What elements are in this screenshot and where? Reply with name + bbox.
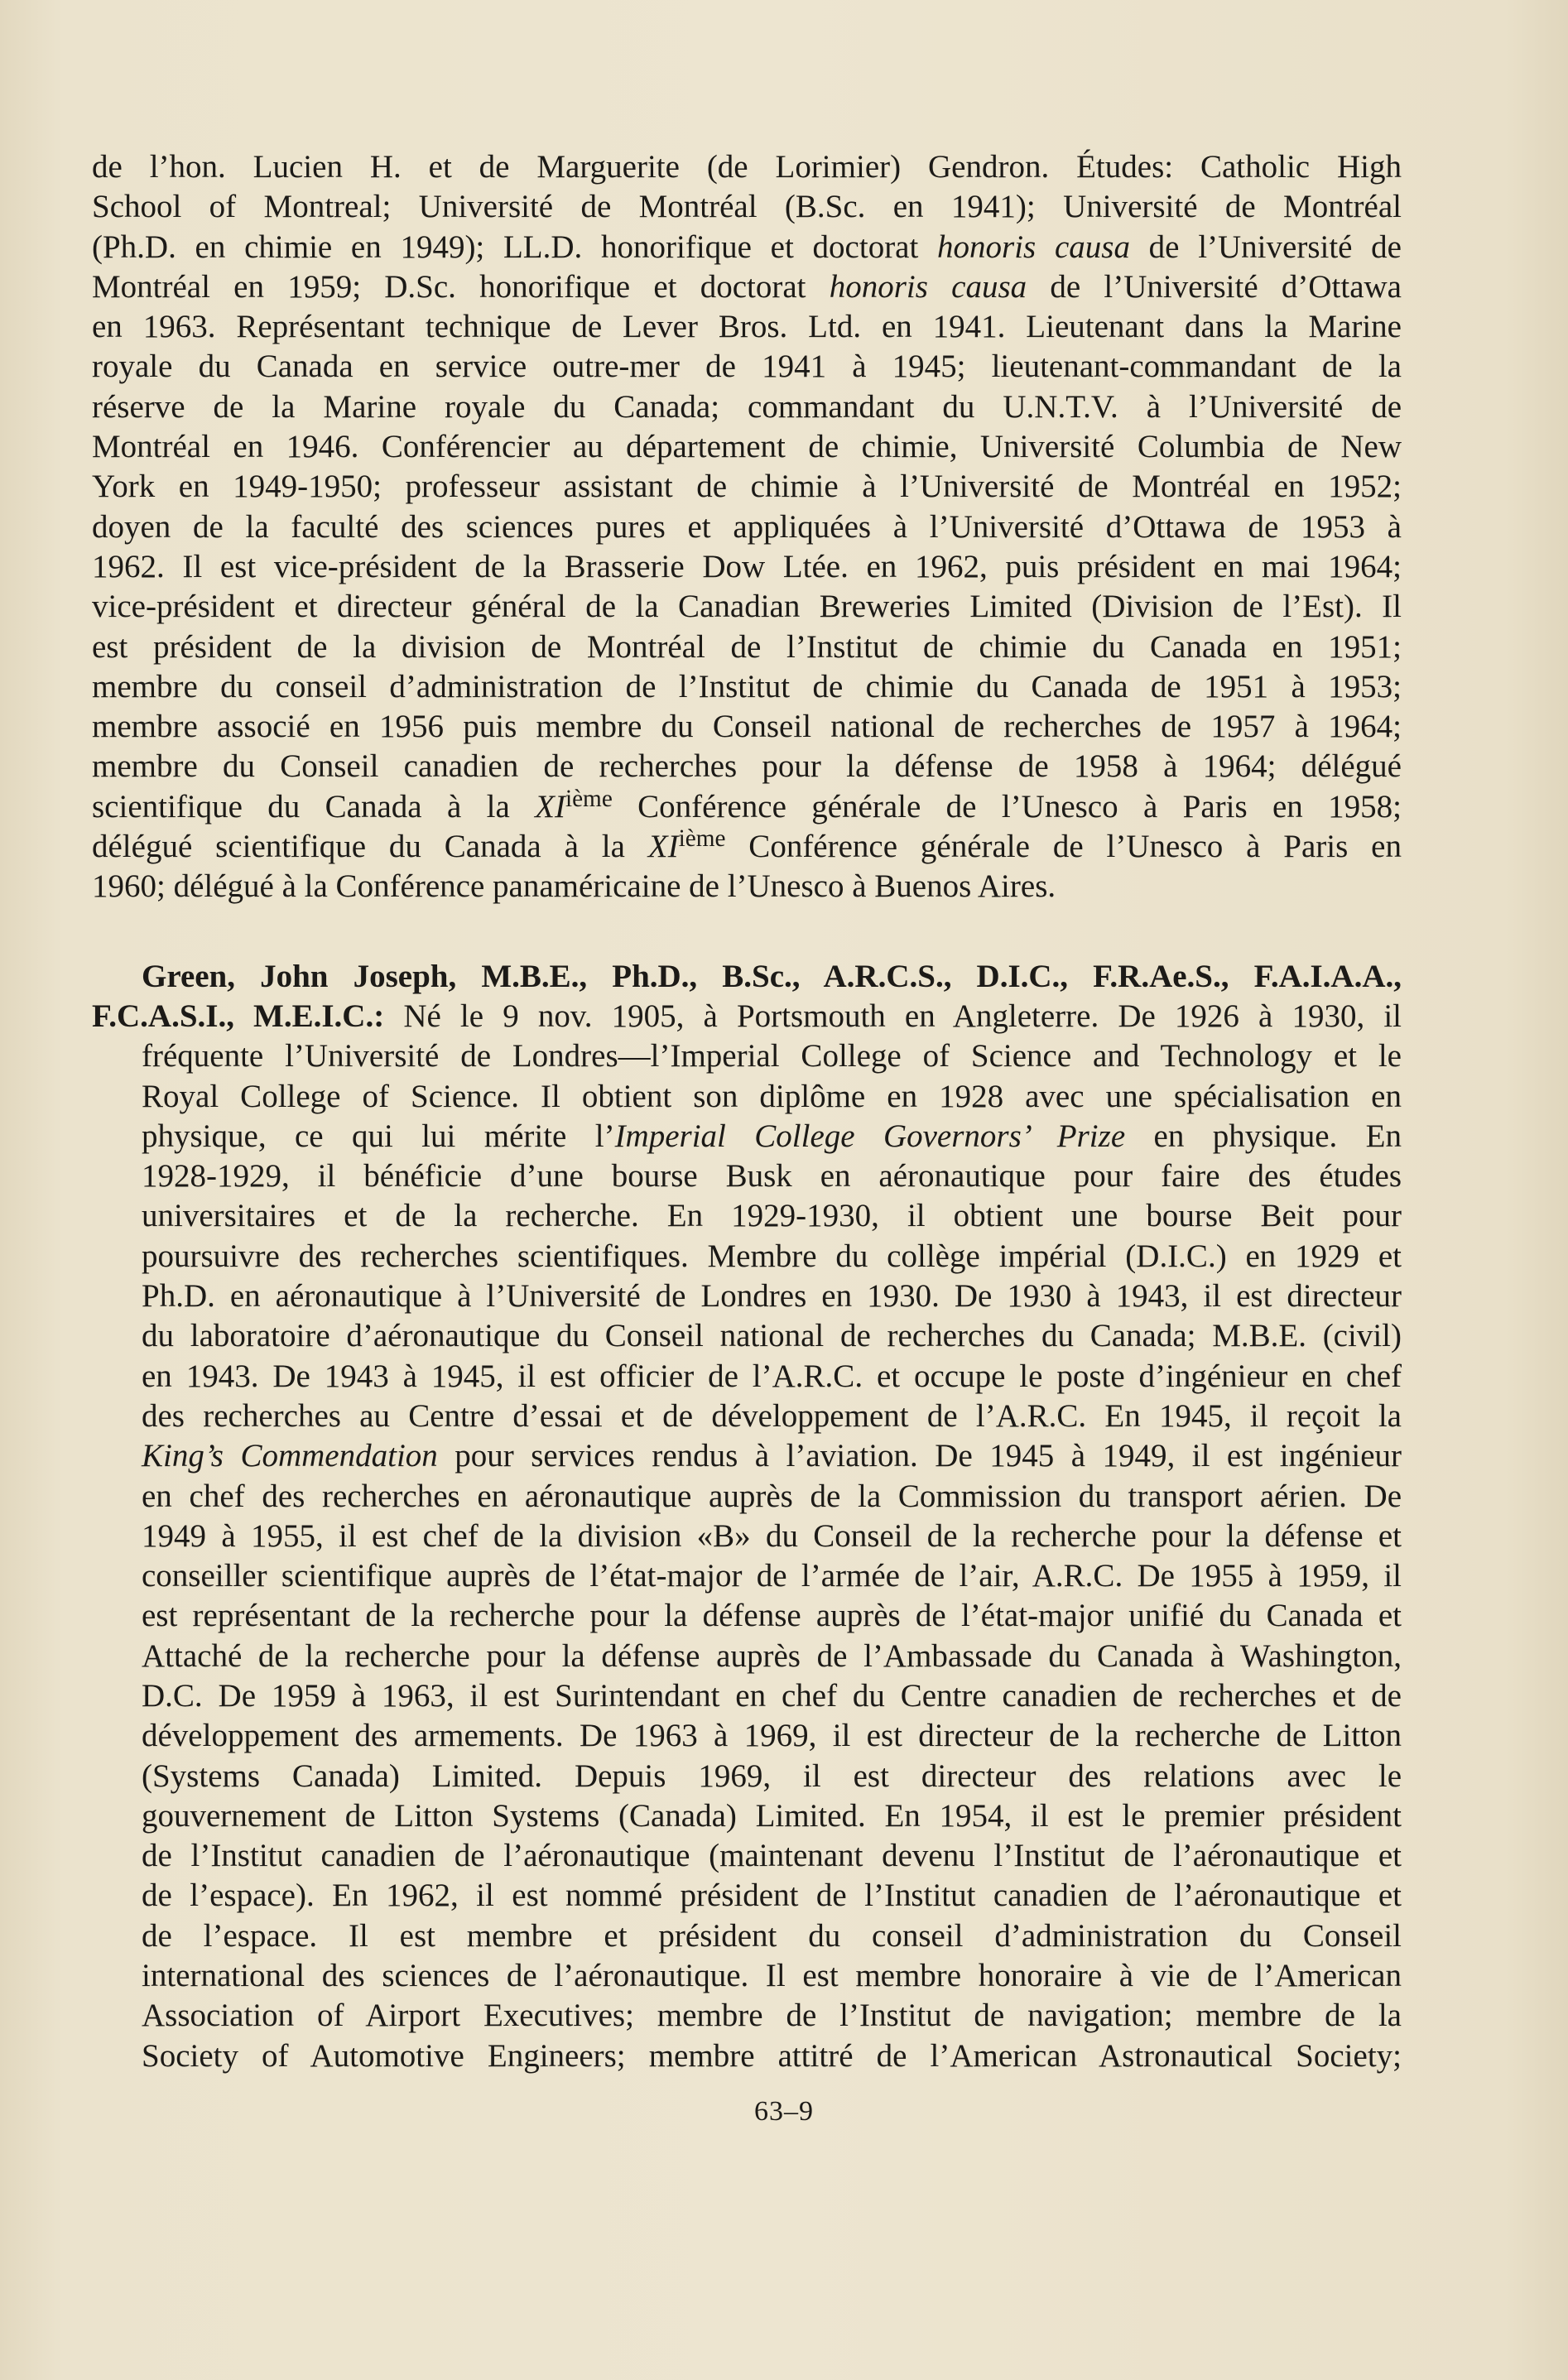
entry-line: D.C. De 1959 à 1963, il est Surintendant en chef du Centre canadien de recherches et de xyxy=(142,1677,1402,1714)
entry-line: (Systems Canada) Limited. Depuis 1969, il est directeur des relations avec le xyxy=(142,1757,1402,1794)
continuation-line: de l’hon. Lucien H. et de Marguerite (de Lorimier) Gendron. Études: Catholic High xyxy=(92,149,1402,185)
continuation-paragraph xyxy=(92,147,1402,907)
entry-line: poursuivre des recherches scientifiques. Membre du collège impérial (D.I.C.) en 1929 et xyxy=(142,1238,1402,1274)
continuation-line: membre du conseil d’administration de l’Institut de chimie du Canada de 1951 à 1953; xyxy=(92,668,1402,704)
continuation-line: est président de la division de Montréal de l’Institut de chimie du Canada en 1951; xyxy=(92,628,1402,665)
continuation-line: réserve de la Marine royale du Canada; commandant du U.N.T.V. à l’Université de xyxy=(92,388,1402,425)
entry-line: King’s Commendation pour services rendus à l’aviation. De 1945 à 1949, il est ingénieur xyxy=(142,1438,1402,1474)
entry-line-2 xyxy=(92,997,1402,1036)
entry-line: en chef des recherches en aéronautique auprès de la Commission du transport aérien. De xyxy=(142,1478,1402,1514)
continuation-line: délégué scientifique du Canada à la XIième Conférence générale de l’Unesco à Paris en xyxy=(92,825,1402,865)
continuation-line: York en 1949-1950; professeur assistant de chimie à l’Université de Montréal en 1952; xyxy=(92,469,1402,505)
entry-line: 1949 à 1955, il est chef de la division «B» du Conseil de la recherche pour la défense et xyxy=(142,1517,1402,1554)
continuation-line: scientifique du Canada à la XIième Conférence générale de l’Unesco à Paris en 1958; xyxy=(92,785,1402,825)
continuation-line: vice-président et directeur général de la Canadian Breweries Limited (Division de l’Est). Il xyxy=(92,589,1402,625)
entry-line: développement des armements. De 1963 à 1969, il est directeur de la recherche de Litton xyxy=(142,1718,1402,1754)
continuation-line: School of Montreal; Université de Montréal (B.Sc. en 1941); Université de Montréal xyxy=(92,189,1402,225)
continuation-line: Montréal en 1959; D.Sc. honorifique et doctorat honoris causa de l’Université d’Ottawa xyxy=(92,268,1402,305)
biography-entry-green xyxy=(92,957,1402,2076)
entry-line: Ph.D. en aéronautique à l’Université de Londres en 1930. De 1930 à 1943, il est directeur xyxy=(142,1278,1402,1315)
entry-line: de l’espace). En 1962, il est nommé président de l’Institut canadien de l’aéronautique et xyxy=(142,1878,1402,1914)
continuation-line: Montréal en 1946. Conférencier au département de chimie, Université Columbia de New xyxy=(92,429,1402,465)
continuation-line: membre associé en 1956 puis membre du Conseil national de recherches de 1957 à 1964; xyxy=(92,709,1402,745)
entry-line: conseiller scientifique auprès de l’état-major de l’armée de l’air, A.R.C. De 1955 à 1959, il xyxy=(142,1558,1402,1594)
continuation-line: 1960; délégué à la Conférence panaméricaine de l’Unesco à Buenos Aires. xyxy=(92,868,1056,905)
entry-line: de l’Institut canadien de l’aéronautique (maintenant devenu l’Institut de l’aéronautique et xyxy=(142,1838,1402,1874)
continuation-line: doyen de la faculté des sciences pures et appliquées à l’Université d’Ottawa de 1953 à xyxy=(92,508,1402,545)
entry-line: gouvernement de Litton Systems (Canada) Limited. En 1954, il est le premier président xyxy=(142,1797,1402,1834)
entry-line: fréquente l’Université de Londres—l’Imperial College of Science and Technology et le xyxy=(142,1038,1402,1075)
entry-line: Society of Automotive Engineers; membre attitré de l’American Astronautical Society; xyxy=(142,2037,1402,2074)
entry-body-lines xyxy=(92,1036,1402,2076)
entry-line: Royal College of Science. Il obtient son diplôme en 1928 avec une spécialisation en xyxy=(142,1078,1402,1114)
continuation-line: en 1963. Représentant technique de Lever Bros. Ltd. en 1941. Lieutenant dans la Marine xyxy=(92,309,1402,345)
entry-line: physique, ce qui lui mérite l’Imperial College Governors’ Prize en physique. En xyxy=(142,1118,1402,1154)
entry-line: est représentant de la recherche pour la défense auprès de l’état-major unifié du Canada et xyxy=(142,1598,1402,1634)
entry-line: Association of Airport Executives; membre de l’Institut de navigation; membre de la xyxy=(142,1998,1402,2034)
entry-line: universitaires et de la recherche. En 1929-1930, il obtient une bourse Beit pour xyxy=(142,1198,1402,1234)
entry-line: Attaché de la recherche pour la défense auprès de l’Ambassade du Canada à Washington, xyxy=(142,1637,1402,1674)
entry-name-line xyxy=(92,957,1402,997)
entry-line: international des sciences de l’aéronautique. Il est membre honoraire à vie de l’American xyxy=(142,1958,1402,1994)
entry-line: de l’espace. Il est membre et président du conseil d’administration du Conseil xyxy=(142,1917,1402,1954)
entry-line: des recherches au Centre d’essai et de développement de l’A.R.C. En 1945, il reçoit la xyxy=(142,1397,1402,1434)
entry-name-credentials: F.C.A.S.I., M.E.I.C.: xyxy=(92,998,385,1034)
entry-line: 1928-1929, il bénéficie d’une bourse Busk en aéronautique pour faire des études xyxy=(142,1158,1402,1195)
entry-name: Green, John Joseph, M.B.E., Ph.D., B.Sc., A.R.C.S., D.I.C., F.R.Ae.S., F.A.I.A.A., xyxy=(142,958,1402,994)
page-number: 63–9 xyxy=(754,2096,814,2127)
continuation-line: 1962. Il est vice-président de la Brasserie Dow Ltée. en 1962, puis président en mai 1964; xyxy=(92,548,1402,584)
entry-line: du laboratoire d’aéronautique du Conseil national de recherches du Canada; M.B.E. (civil) xyxy=(142,1318,1402,1354)
continuation-line: royale du Canada en service outre-mer de 1941 à 1945; lieutenant-commandant de la xyxy=(92,349,1402,385)
continuation-line: membre du Conseil canadien de recherches pour la défense de 1958 à 1964; délégué xyxy=(92,748,1402,785)
entry-line: en 1943. De 1943 à 1945, il est officier de l’A.R.C. et occupe le poste d’ingénieur en chef xyxy=(142,1358,1402,1394)
page-body xyxy=(92,147,1402,2076)
entry-birth-text: Né le 9 nov. 1905, à Portsmouth en Angleterre. De 1926 à 1930, il xyxy=(384,998,1402,1034)
continuation-line: (Ph.D. en chimie en 1949); LL.D. honorifique et doctorat honoris causa de l’Université de xyxy=(92,228,1402,265)
